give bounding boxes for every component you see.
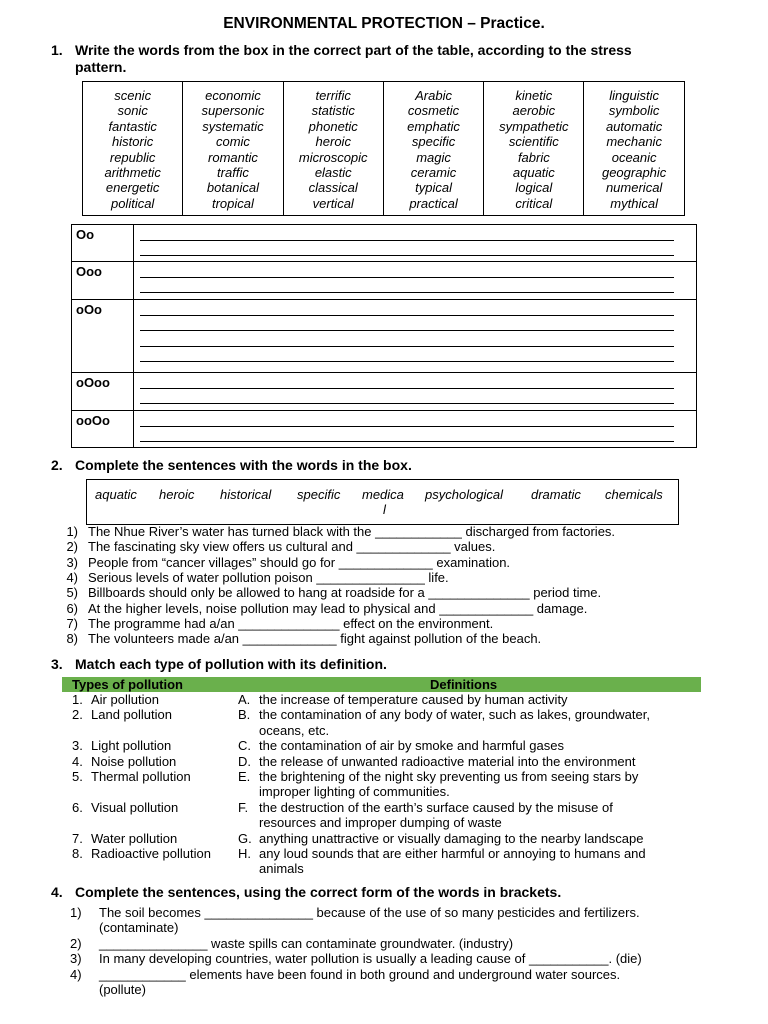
stress-table — [71, 224, 697, 448]
box-word-aquatic: aquatic — [95, 487, 137, 502]
stress-pattern-label: Oo — [72, 225, 134, 262]
task1-instruction-line2: pattern. — [75, 59, 127, 75]
sentence-text: At the higher levels, noise pollution may lead to physical and _____________ damage. — [88, 600, 588, 616]
word-item: numerical — [605, 180, 663, 196]
pollution-row — [0, 831, 768, 846]
task2-heading — [51, 457, 751, 475]
definition-letter: D. — [238, 753, 251, 769]
definition-text: the release of unwanted radioactive material into the environment — [259, 753, 636, 769]
word-item: aquatic — [512, 164, 555, 180]
word-item: vertical — [312, 195, 354, 211]
stress-row — [72, 262, 697, 300]
task4-sentence — [0, 951, 768, 966]
word-item: comic — [215, 134, 250, 150]
definition-text: the increase of temperature caused by human activity — [259, 692, 568, 707]
stress-pattern-label: oOo — [72, 300, 134, 373]
pollution-type: Thermal pollution — [91, 769, 191, 784]
word-item: republic — [109, 149, 156, 165]
box-word-medica: medica — [362, 487, 404, 502]
word-item: systematic — [202, 118, 264, 134]
word-item: terrific — [315, 88, 351, 103]
task3-heading — [51, 656, 751, 674]
definition-text: the destruction of the earth’s surface caused by the misuse of — [259, 799, 613, 815]
word-item: sonic — [117, 103, 148, 119]
word-item: symbolic — [608, 103, 660, 119]
pollution-type: Noise pollution — [91, 753, 177, 769]
word-item: emphatic — [407, 118, 460, 134]
sentence-number: 4) — [70, 966, 82, 982]
pollution-row — [0, 754, 768, 769]
sentence-text: _______________ waste spills can contaminate groundwater. (industry) — [99, 935, 514, 951]
word-item: critical — [515, 195, 553, 211]
definition-letter: F. — [238, 799, 249, 815]
word-item: kinetic — [515, 88, 553, 103]
sentence-number: 1) — [66, 524, 78, 539]
word-item: practical — [409, 195, 458, 211]
word-item: Arabic — [415, 88, 452, 103]
word-column — [584, 82, 684, 216]
answer-line[interactable] — [140, 347, 674, 363]
pollution-row — [0, 738, 768, 753]
word-item: linguistic — [609, 88, 660, 103]
pollution-row — [0, 769, 768, 800]
word-item: supersonic — [201, 103, 265, 119]
sentence-text: Serious levels of water pollution poison _______________ life. — [88, 569, 449, 585]
word-item: tropical — [211, 195, 254, 211]
task2-sentence — [0, 524, 768, 539]
box-word-medica-wrap: l — [383, 502, 386, 517]
sentence-number: 6) — [66, 600, 78, 616]
sentence-text: The volunteers made a/an _____________ fight against pollution of the beach. — [88, 631, 542, 647]
definition-letter: H. — [238, 846, 251, 861]
pollution-table-header — [62, 677, 701, 692]
answer-line[interactable] — [140, 331, 674, 347]
answer-lines — [134, 225, 697, 262]
word-item: specific — [411, 134, 456, 150]
sentence-text: Billboards should only be allowed to hang at roadside for a ______________ period time. — [88, 585, 602, 601]
definition-letter: G. — [238, 830, 252, 846]
pollution-type-number: 4. — [72, 753, 83, 769]
word-item: arithmetic — [104, 164, 161, 180]
col-definitions-header: Definitions — [430, 677, 498, 692]
sentence-text: The Nhue River’s water has turned black with the ____________ discharged from factories. — [88, 524, 616, 539]
stress-row — [72, 373, 697, 411]
answer-line[interactable] — [140, 389, 674, 405]
definition-text: the brightening of the night sky preventing us from seeing stars by — [259, 769, 639, 784]
task2-sentence — [0, 616, 768, 631]
definition-text: resources and improper dumping of waste — [259, 815, 502, 831]
task4-sentence — [0, 967, 768, 998]
pollution-type-number: 3. — [72, 738, 83, 754]
sentence-number: 8) — [66, 631, 78, 647]
word-item: cosmetic — [407, 103, 460, 119]
definition-text: the contamination of air by smoke and harmful gases — [259, 738, 564, 754]
sentence-text: The soil becomes _______________ because of the use of so many pesticides and fertilizers. — [99, 905, 640, 920]
word-item: energetic — [105, 180, 160, 196]
word-item: typical — [415, 180, 452, 196]
sentence-text: ____________ elements have been found in both ground and underground water sources. — [99, 966, 621, 982]
word-item: scenic — [114, 88, 152, 103]
sentence-number: 7) — [66, 615, 78, 631]
sentence-number: 4) — [66, 569, 78, 585]
answer-lines — [134, 373, 697, 411]
word-item: romantic — [208, 149, 258, 165]
definition-letter: C. — [238, 738, 251, 754]
word-column — [484, 82, 584, 216]
word-column — [83, 82, 183, 216]
answer-line[interactable] — [140, 427, 674, 443]
box-word-specific: specific — [297, 487, 341, 502]
definition-text: any loud sounds that are either harmful or annoying to humans and — [259, 846, 646, 861]
box-word-psychological: psychological — [425, 487, 504, 502]
task1-number: 1. — [51, 42, 63, 58]
pollution-row — [0, 800, 768, 831]
word-column — [383, 82, 483, 216]
answer-line[interactable] — [140, 241, 674, 257]
word-item: statistic — [311, 103, 355, 119]
word-item: ceramic — [410, 164, 457, 180]
task3-number: 3. — [51, 656, 63, 672]
word-column — [283, 82, 383, 216]
pollution-type-number: 6. — [72, 799, 83, 815]
sentence-text: In many developing countries, water pollution is usually a leading cause of ___________. (die) — [99, 951, 642, 967]
sentence-number: 3) — [66, 554, 78, 570]
word-item: heroic — [315, 134, 351, 150]
definition-letter: B. — [238, 707, 251, 723]
word-item: phonetic — [308, 118, 358, 134]
word-box — [82, 81, 685, 216]
definition-text: the contamination of any body of water, such as lakes, groundwater, — [259, 707, 650, 723]
sentence-text: (pollute) — [99, 981, 146, 997]
word-item: sympathetic — [499, 118, 569, 134]
answer-line[interactable] — [140, 411, 674, 427]
sentence-number: 2) — [66, 539, 78, 555]
pollution-type: Air pollution — [91, 692, 159, 707]
word-item: fabric — [517, 149, 550, 165]
word-item: geographic — [601, 164, 667, 180]
task1-instruction-line1: Write the words from the box in the correct part of the table, according to the stress — [75, 42, 632, 58]
task2-instruction: Complete the sentences with the words in the box. — [75, 457, 412, 473]
word-item: political — [110, 195, 155, 211]
pollution-type: Land pollution — [91, 707, 172, 723]
sentence-text: (contaminate) — [99, 920, 179, 936]
pollution-type-number: 1. — [72, 692, 83, 707]
definition-text: improper lighting of communities. — [259, 784, 450, 800]
definition-letter: E. — [238, 769, 251, 784]
definition-text: anything unattractive or visually damaging to the nearby landscape — [259, 830, 644, 846]
pollution-type: Radioactive pollution — [91, 846, 211, 861]
word-column — [183, 82, 283, 216]
task2-sentence — [0, 585, 768, 600]
pollution-type: Visual pollution — [91, 799, 179, 815]
answer-lines — [134, 411, 697, 448]
task4-sentence — [0, 905, 768, 936]
stress-pattern-label: ooOo — [72, 411, 134, 448]
word-item: elastic — [314, 164, 352, 180]
box-word-heroic: heroic — [159, 487, 195, 502]
stress-pattern-label: oOoo — [72, 373, 134, 411]
word-item: automatic — [605, 118, 663, 134]
task4-number: 4. — [51, 884, 63, 900]
word-item: mythical — [610, 195, 658, 211]
box-word-chemicals: chemicals — [605, 487, 663, 502]
sentence-number: 2) — [70, 935, 82, 951]
pollution-row — [0, 692, 768, 707]
pollution-row — [0, 846, 768, 877]
task2-sentence — [0, 631, 768, 646]
word-item: historic — [112, 134, 154, 150]
task1-heading — [51, 42, 751, 78]
box-word-dramatic: dramatic — [531, 487, 581, 502]
task4-instruction: Complete the sentences, using the correct form of the words in brackets. — [75, 884, 562, 900]
answer-line[interactable] — [140, 300, 674, 316]
sentence-text: The fascinating sky view offers us cultural and _____________ values. — [88, 539, 496, 555]
col-types-header: Types of pollution — [72, 677, 183, 692]
stress-row — [72, 225, 697, 262]
pollution-type: Water pollution — [91, 830, 178, 846]
task2-sentence — [0, 601, 768, 616]
sentence-number: 3) — [70, 951, 82, 967]
task2-number: 2. — [51, 457, 63, 473]
pollution-type-number: 8. — [72, 846, 83, 861]
pollution-type-number: 2. — [72, 707, 83, 723]
task3-instruction: Match each type of pollution with its definition. — [75, 656, 387, 672]
box-word-historical: historical — [220, 487, 272, 502]
pollution-type-number: 7. — [72, 830, 83, 846]
sentence-number: 1) — [70, 905, 82, 920]
pollution-type: Light pollution — [91, 738, 172, 754]
answer-line[interactable] — [140, 262, 674, 278]
definition-letter: A. — [238, 692, 251, 707]
word-item: mechanic — [606, 134, 662, 150]
stress-pattern-label: Ooo — [72, 262, 134, 300]
answer-line[interactable] — [140, 316, 674, 332]
sentence-text: People from “cancer villages” should go for _____________ examination. — [88, 554, 511, 570]
answer-line[interactable] — [140, 373, 674, 389]
answer-line[interactable] — [140, 278, 674, 294]
answer-lines — [134, 300, 697, 373]
word-item: classical — [308, 180, 358, 196]
word-item: scientific — [508, 134, 559, 150]
stress-row — [72, 411, 697, 448]
task2-sentence — [0, 555, 768, 570]
word-item: botanical — [206, 180, 259, 196]
task4-heading — [51, 884, 751, 902]
task2-sentence — [0, 539, 768, 554]
pollution-type-number: 5. — [72, 769, 83, 784]
answer-line[interactable] — [140, 225, 674, 241]
answer-lines — [134, 262, 697, 300]
task4-sentence — [0, 936, 768, 951]
word-item: aerobic — [512, 103, 556, 119]
word-item: economic — [205, 88, 261, 103]
word-item: traffic — [217, 164, 249, 180]
word-item: logical — [515, 180, 553, 196]
word-item: magic — [416, 149, 451, 165]
word-item: oceanic — [611, 149, 657, 165]
definition-text: animals — [259, 861, 304, 877]
sentence-text: The programme had a/an ______________ effect on the environment. — [88, 615, 494, 631]
task2-word-box — [86, 479, 679, 525]
word-item: microscopic — [298, 149, 368, 165]
sentence-number: 5) — [66, 585, 78, 601]
stress-row — [72, 300, 697, 373]
definition-text: oceans, etc. — [259, 722, 330, 738]
word-item: fantastic — [108, 118, 157, 134]
page-title: ENVIRONMENTAL PROTECTION – Practice. — [223, 15, 545, 32]
pollution-row — [0, 707, 768, 738]
task2-sentence — [0, 570, 768, 585]
